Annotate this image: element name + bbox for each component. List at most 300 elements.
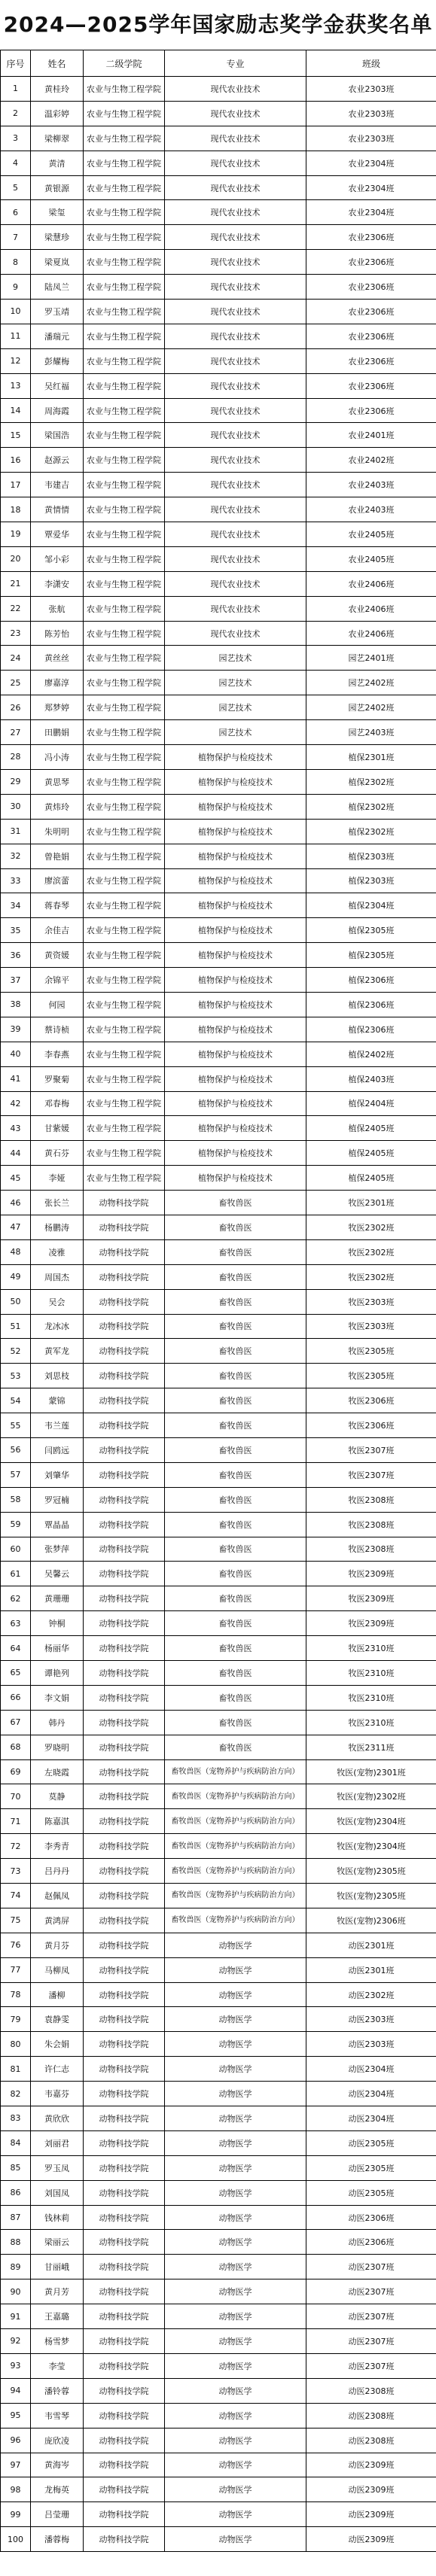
- cell-college: 动物科技学院: [84, 1239, 165, 1264]
- cell-major: 动物医学: [165, 2378, 306, 2403]
- cell-college: 农业与生物工程学院: [84, 720, 165, 745]
- cell-major: 园艺技术: [165, 695, 306, 720]
- table-row: [1, 1116, 436, 1141]
- cell-college: 动物科技学院: [84, 1339, 165, 1364]
- cell-class: 园艺2403班: [306, 720, 436, 745]
- cell-index: 15: [1, 423, 31, 448]
- cell-class: 牧医2302班: [306, 1264, 436, 1289]
- cell-major: 动物医学: [165, 1982, 306, 2007]
- table-row: [1, 200, 436, 225]
- cell-class: 牧医2308班: [306, 1512, 436, 1537]
- cell-class: 植保2306班: [306, 968, 436, 993]
- cell-major: 动物医学: [165, 1957, 306, 1982]
- cell-class: 牧医(宠物)2305班: [306, 1859, 436, 1884]
- cell-class: 农业2306班: [306, 348, 436, 373]
- table-row: [1, 1933, 436, 1957]
- cell-college: 动物科技学院: [84, 2180, 165, 2205]
- table-row: [1, 373, 436, 398]
- cell-college: 农业与生物工程学院: [84, 1017, 165, 1042]
- cell-class: 农业2406班: [306, 571, 436, 596]
- cell-major: 现代农业技术: [165, 225, 306, 250]
- table-row: [1, 1884, 436, 1908]
- cell-major: 现代农业技术: [165, 546, 306, 571]
- cell-name: 黄资媛: [31, 943, 84, 968]
- cell-class: 农业2306班: [306, 275, 436, 300]
- cell-class: 牧医2305班: [306, 1339, 436, 1364]
- table-row: [1, 225, 436, 250]
- cell-major: 畜牧兽医: [165, 1413, 306, 1438]
- cell-index: 5: [1, 175, 31, 200]
- cell-college: 动物科技学院: [84, 1512, 165, 1537]
- cell-college: 农业与生物工程学院: [84, 596, 165, 621]
- cell-college: 农业与生物工程学院: [84, 1091, 165, 1116]
- cell-name: 廖嘉淳: [31, 671, 84, 695]
- table-row: [1, 250, 436, 275]
- cell-index: 4: [1, 151, 31, 175]
- cell-major: 畜牧兽医: [165, 1636, 306, 1661]
- table-row: [1, 1364, 436, 1388]
- cell-major: 动物医学: [165, 2230, 306, 2255]
- cell-college: 动物科技学院: [84, 2502, 165, 2527]
- cell-name: 许仁志: [31, 2057, 84, 2082]
- table-row: [1, 1685, 436, 1710]
- table-row: [1, 1264, 436, 1289]
- cell-major: 园艺技术: [165, 720, 306, 745]
- cell-class: 植保2302班: [306, 819, 436, 844]
- cell-index: 16: [1, 448, 31, 473]
- cell-class: 牧医2302班: [306, 1239, 436, 1264]
- table-row: [1, 2502, 436, 2527]
- table-row: [1, 819, 436, 844]
- cell-college: 动物科技学院: [84, 1834, 165, 1859]
- cell-major: 现代农业技术: [165, 126, 306, 151]
- table-row: [1, 1957, 436, 1982]
- cell-college: 农业与生物工程学院: [84, 473, 165, 497]
- cell-name: 吕丹丹: [31, 1859, 84, 1884]
- cell-college: 动物科技学院: [84, 2428, 165, 2453]
- cell-name: 梁柳翠: [31, 126, 84, 151]
- cell-class: 动医2308班: [306, 2428, 436, 2453]
- table-row: [1, 621, 436, 646]
- cell-college: 农业与生物工程学院: [84, 769, 165, 794]
- cell-major: 植物保护与检疫技术: [165, 1116, 306, 1141]
- table-row: [1, 769, 436, 794]
- cell-major: 畜牧兽医: [165, 1735, 306, 1759]
- cell-name: 甘丽峨: [31, 2255, 84, 2279]
- cell-name: 朱会娟: [31, 2032, 84, 2057]
- cell-college: 农业与生物工程学院: [84, 868, 165, 893]
- cell-index: 53: [1, 1364, 31, 1388]
- table-row: [1, 1809, 436, 1834]
- cell-index: 8: [1, 250, 31, 275]
- cell-major: 现代农业技术: [165, 373, 306, 398]
- cell-index: 100: [1, 2527, 31, 2552]
- table-row: [1, 1215, 436, 1239]
- cell-class: 牧医2311班: [306, 1735, 436, 1759]
- header-name: 姓名: [31, 50, 84, 77]
- table-row: [1, 1586, 436, 1611]
- cell-major: 动物医学: [165, 2329, 306, 2354]
- cell-index: 52: [1, 1339, 31, 1364]
- cell-major: 现代农业技术: [165, 324, 306, 348]
- cell-class: 植保2306班: [306, 992, 436, 1017]
- header-class: 班级: [306, 50, 436, 77]
- cell-class: 植保2304班: [306, 893, 436, 918]
- table-row: [1, 720, 436, 745]
- cell-major: 动物医学: [165, 2082, 306, 2106]
- table-row: [1, 1710, 436, 1735]
- cell-class: 动医2305班: [306, 2130, 436, 2155]
- cell-name: 潘瑞元: [31, 324, 84, 348]
- cell-major: 植物保护与检疫技术: [165, 1141, 306, 1166]
- cell-major: 现代农业技术: [165, 250, 306, 275]
- cell-college: 动物科技学院: [84, 2477, 165, 2502]
- cell-index: 91: [1, 2304, 31, 2329]
- cell-college: 动物科技学院: [84, 2106, 165, 2131]
- cell-name: 李娅: [31, 1166, 84, 1191]
- cell-index: 65: [1, 1661, 31, 1686]
- cell-college: 农业与生物工程学院: [84, 1166, 165, 1191]
- cell-name: 刘国凤: [31, 2180, 84, 2205]
- cell-class: 农业2406班: [306, 596, 436, 621]
- cell-college: 动物科技学院: [84, 1437, 165, 1462]
- cell-class: 农业2304班: [306, 175, 436, 200]
- cell-class: 植保2402班: [306, 1042, 436, 1066]
- cell-major: 植物保护与检疫技术: [165, 819, 306, 844]
- cell-major: 植物保护与检疫技术: [165, 844, 306, 868]
- cell-name: 蒙锦: [31, 1388, 84, 1413]
- cell-class: 农业2306班: [306, 300, 436, 324]
- cell-name: 覃晶晶: [31, 1512, 84, 1537]
- cell-index: 14: [1, 398, 31, 423]
- cell-index: 93: [1, 2353, 31, 2378]
- cell-class: 牧医2308班: [306, 1487, 436, 1512]
- cell-name: 张梦萍: [31, 1537, 84, 1562]
- cell-name: 周国杰: [31, 1264, 84, 1289]
- cell-major: 动物医学: [165, 2403, 306, 2428]
- cell-major: 植物保护与检疫技术: [165, 943, 306, 968]
- cell-name: 黄海岑: [31, 2453, 84, 2477]
- table-row: [1, 1141, 436, 1166]
- cell-major: 动物医学: [165, 2106, 306, 2131]
- cell-college: 农业与生物工程学院: [84, 893, 165, 918]
- cell-class: 农业2306班: [306, 398, 436, 423]
- cell-index: 3: [1, 126, 31, 151]
- cell-college: 农业与生物工程学院: [84, 819, 165, 844]
- table-row: [1, 2378, 436, 2403]
- cell-name: 李秀青: [31, 1834, 84, 1859]
- cell-college: 农业与生物工程学院: [84, 497, 165, 522]
- cell-major: 植物保护与检疫技术: [165, 1066, 306, 1091]
- cell-major: 现代农业技术: [165, 571, 306, 596]
- cell-class: 动医2309班: [306, 2453, 436, 2477]
- cell-index: 92: [1, 2329, 31, 2354]
- cell-name: 梁丽云: [31, 2230, 84, 2255]
- cell-name: 余佳吉: [31, 918, 84, 943]
- cell-index: 42: [1, 1091, 31, 1116]
- cell-college: 动物科技学院: [84, 1685, 165, 1710]
- cell-index: 70: [1, 1784, 31, 1809]
- cell-college: 动物科技学院: [84, 1364, 165, 1388]
- table-row: [1, 1042, 436, 1066]
- cell-class: 动医2308班: [306, 2403, 436, 2428]
- cell-name: 黄银源: [31, 175, 84, 200]
- cell-index: 74: [1, 1884, 31, 1908]
- cell-major: 畜牧兽医: [165, 1339, 306, 1364]
- cell-class: 牧医(宠物)2304班: [306, 1834, 436, 1859]
- table-row: [1, 1784, 436, 1809]
- cell-index: 2: [1, 101, 31, 126]
- cell-class: 农业2303班: [306, 77, 436, 102]
- table-row: [1, 2329, 436, 2354]
- table-row: [1, 745, 436, 770]
- cell-major: 畜牧兽医: [165, 1611, 306, 1636]
- table-row: [1, 2057, 436, 2082]
- cell-class: 动医2301班: [306, 1933, 436, 1957]
- table-row: [1, 571, 436, 596]
- cell-index: 34: [1, 893, 31, 918]
- cell-major: 植物保护与检疫技术: [165, 1042, 306, 1066]
- cell-class: 动医2307班: [306, 2329, 436, 2354]
- cell-index: 50: [1, 1289, 31, 1314]
- cell-class: 园艺2402班: [306, 671, 436, 695]
- cell-college: 动物科技学院: [84, 1982, 165, 2007]
- cell-college: 农业与生物工程学院: [84, 1042, 165, 1066]
- cell-major: 植物保护与检疫技术: [165, 968, 306, 993]
- cell-class: 动医2309班: [306, 2527, 436, 2552]
- cell-name: 彭耀梅: [31, 348, 84, 373]
- cell-class: 动医2303班: [306, 2032, 436, 2057]
- cell-college: 动物科技学院: [84, 1487, 165, 1512]
- cell-name: 吕莹珊: [31, 2502, 84, 2527]
- cell-major: 植物保护与检疫技术: [165, 918, 306, 943]
- cell-name: 郑梦婷: [31, 695, 84, 720]
- table-row: [1, 794, 436, 819]
- table-row: [1, 1562, 436, 1586]
- cell-class: 农业2306班: [306, 324, 436, 348]
- cell-class: 牧医2307班: [306, 1462, 436, 1487]
- table-row: [1, 2007, 436, 2032]
- cell-class: 动医2302班: [306, 1982, 436, 2007]
- cell-major: 现代农业技术: [165, 200, 306, 225]
- cell-major: 现代农业技术: [165, 621, 306, 646]
- cell-name: 潘铃蓉: [31, 2378, 84, 2403]
- cell-index: 23: [1, 621, 31, 646]
- table-body: [1, 77, 436, 2552]
- cell-class: 农业2304班: [306, 200, 436, 225]
- cell-college: 农业与生物工程学院: [84, 275, 165, 300]
- table-row: [1, 2032, 436, 2057]
- cell-name: 黄月芳: [31, 2279, 84, 2304]
- cell-index: 41: [1, 1066, 31, 1091]
- cell-major: 动物医学: [165, 2180, 306, 2205]
- cell-major: 动物医学: [165, 2007, 306, 2032]
- cell-major: 动物医学: [165, 2279, 306, 2304]
- cell-name: 李春燕: [31, 1042, 84, 1066]
- cell-index: 60: [1, 1537, 31, 1562]
- cell-name: 韦嘉芬: [31, 2082, 84, 2106]
- cell-name: 朱明明: [31, 819, 84, 844]
- cell-college: 农业与生物工程学院: [84, 225, 165, 250]
- cell-class: 农业2306班: [306, 225, 436, 250]
- cell-class: 动医2304班: [306, 2057, 436, 2082]
- table-row: [1, 324, 436, 348]
- cell-name: 陈芳怡: [31, 621, 84, 646]
- cell-name: 梁慧珍: [31, 225, 84, 250]
- cell-index: 45: [1, 1166, 31, 1191]
- cell-name: 闫鸥远: [31, 1437, 84, 1462]
- cell-name: 覃爱华: [31, 522, 84, 547]
- cell-index: 69: [1, 1759, 31, 1784]
- cell-college: 动物科技学院: [84, 1413, 165, 1438]
- cell-name: 潘蓉梅: [31, 2527, 84, 2552]
- table-row: [1, 1388, 436, 1413]
- cell-class: 农业2306班: [306, 373, 436, 398]
- cell-major: 植物保护与检疫技术: [165, 769, 306, 794]
- cell-college: 动物科技学院: [84, 2329, 165, 2354]
- cell-major: 畜牧兽医: [165, 1562, 306, 1586]
- cell-major: 现代农业技术: [165, 596, 306, 621]
- table-row: [1, 448, 436, 473]
- cell-college: 动物科技学院: [84, 1908, 165, 1933]
- cell-name: 张航: [31, 596, 84, 621]
- cell-name: 黄鸿屏: [31, 1908, 84, 1933]
- header-college: 二级学院: [84, 50, 165, 77]
- cell-college: 农业与生物工程学院: [84, 546, 165, 571]
- cell-major: 动物医学: [165, 2477, 306, 2502]
- cell-college: 农业与生物工程学院: [84, 77, 165, 102]
- cell-class: 牧医2303班: [306, 1289, 436, 1314]
- cell-class: 园艺2402班: [306, 695, 436, 720]
- cell-name: 刘丽君: [31, 2130, 84, 2155]
- cell-name: 蒋春琴: [31, 893, 84, 918]
- table-row: [1, 101, 436, 126]
- cell-name: 周海霞: [31, 398, 84, 423]
- table-row: [1, 1066, 436, 1091]
- table-row: [1, 918, 436, 943]
- table-row: [1, 2255, 436, 2279]
- cell-name: 韦建吉: [31, 473, 84, 497]
- cell-college: 农业与生物工程学院: [84, 1116, 165, 1141]
- cell-index: 47: [1, 1215, 31, 1239]
- cell-college: 农业与生物工程学院: [84, 968, 165, 993]
- cell-name: 刘思枝: [31, 1364, 84, 1388]
- cell-index: 88: [1, 2230, 31, 2255]
- cell-name: 梁夏岚: [31, 250, 84, 275]
- cell-name: 邹小彩: [31, 546, 84, 571]
- cell-college: 动物科技学院: [84, 2082, 165, 2106]
- table-row: [1, 2180, 436, 2205]
- cell-major: 动物医学: [165, 2428, 306, 2453]
- cell-class: 农业2306班: [306, 250, 436, 275]
- cell-major: 植物保护与检疫技术: [165, 794, 306, 819]
- cell-index: 25: [1, 671, 31, 695]
- cell-name: 张长兰: [31, 1191, 84, 1215]
- cell-index: 59: [1, 1512, 31, 1537]
- table-row: [1, 398, 436, 423]
- cell-class: 牧医2302班: [306, 1215, 436, 1239]
- cell-college: 农业与生物工程学院: [84, 151, 165, 175]
- cell-name: 黄丝丝: [31, 646, 84, 671]
- table-row: [1, 1661, 436, 1686]
- cell-name: 罗聚菊: [31, 1066, 84, 1091]
- table-row: [1, 522, 436, 547]
- cell-name: 冯小涛: [31, 745, 84, 770]
- table-row: [1, 646, 436, 671]
- cell-class: 植保2404班: [306, 1091, 436, 1116]
- table-row: [1, 2230, 436, 2255]
- cell-index: 72: [1, 1834, 31, 1859]
- cell-name: 庞欣凌: [31, 2428, 84, 2453]
- cell-name: 温彩婷: [31, 101, 84, 126]
- table-row: [1, 1859, 436, 1884]
- header-major: 专业: [165, 50, 306, 77]
- cell-class: 植保2405班: [306, 1116, 436, 1141]
- cell-index: 79: [1, 2007, 31, 2032]
- cell-major: 现代农业技术: [165, 175, 306, 200]
- cell-major: 植物保护与检疫技术: [165, 893, 306, 918]
- cell-index: 56: [1, 1437, 31, 1462]
- cell-college: 动物科技学院: [84, 1586, 165, 1611]
- cell-index: 18: [1, 497, 31, 522]
- cell-name: 潘柳: [31, 1982, 84, 2007]
- cell-college: 动物科技学院: [84, 2279, 165, 2304]
- table-row: [1, 893, 436, 918]
- cell-major: 植物保护与检疫技术: [165, 1017, 306, 1042]
- cell-index: 94: [1, 2378, 31, 2403]
- cell-class: 牧医2306班: [306, 1388, 436, 1413]
- cell-major: 畜牧兽医: [165, 1215, 306, 1239]
- cell-index: 54: [1, 1388, 31, 1413]
- table-row: [1, 2106, 436, 2131]
- cell-index: 87: [1, 2205, 31, 2230]
- cell-index: 97: [1, 2453, 31, 2477]
- cell-name: 余锦平: [31, 968, 84, 993]
- cell-college: 动物科技学院: [84, 1264, 165, 1289]
- cell-major: 畜牧兽医（宠物养护与疾病防治方向）: [165, 1809, 306, 1834]
- cell-index: 95: [1, 2403, 31, 2428]
- cell-index: 39: [1, 1017, 31, 1042]
- cell-class: 植保2306班: [306, 1017, 436, 1042]
- cell-college: 农业与生物工程学院: [84, 992, 165, 1017]
- cell-college: 动物科技学院: [84, 1661, 165, 1686]
- cell-major: 动物医学: [165, 2527, 306, 2552]
- table-row: [1, 1735, 436, 1759]
- table-row: [1, 2403, 436, 2428]
- cell-index: 63: [1, 1611, 31, 1636]
- cell-index: 6: [1, 200, 31, 225]
- cell-class: 农业2405班: [306, 522, 436, 547]
- cell-class: 农业2304班: [306, 151, 436, 175]
- cell-major: 畜牧兽医: [165, 1710, 306, 1735]
- cell-major: 现代农业技术: [165, 448, 306, 473]
- cell-class: 动医2305班: [306, 2155, 436, 2180]
- cell-college: 动物科技学院: [84, 2230, 165, 2255]
- cell-name: 黄清: [31, 151, 84, 175]
- table-row: [1, 497, 436, 522]
- cell-name: 杨丽华: [31, 1636, 84, 1661]
- cell-major: 畜牧兽医: [165, 1191, 306, 1215]
- cell-college: 农业与生物工程学院: [84, 646, 165, 671]
- cell-name: 李文娟: [31, 1685, 84, 1710]
- table-row: [1, 1908, 436, 1933]
- cell-name: 黄情情: [31, 497, 84, 522]
- table-row: [1, 1462, 436, 1487]
- cell-class: 牧医(宠物)2302班: [306, 1784, 436, 1809]
- table-row: [1, 968, 436, 993]
- table-row: [1, 2155, 436, 2180]
- table-row: [1, 77, 436, 102]
